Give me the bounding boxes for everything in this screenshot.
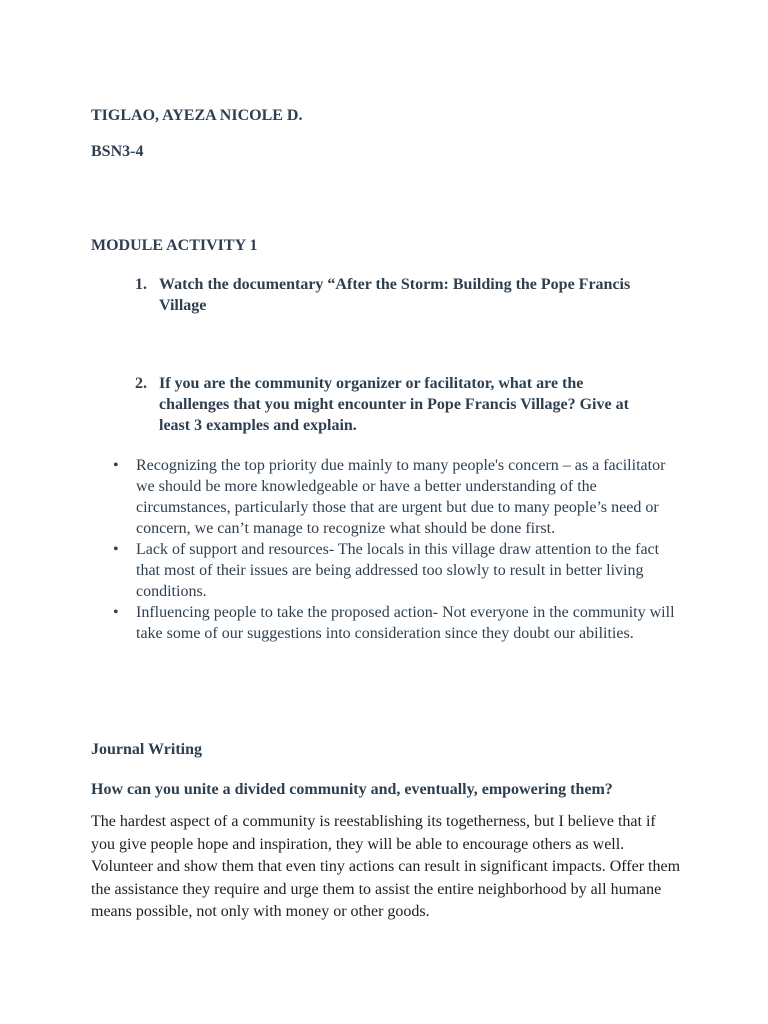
list-item — [113, 539, 683, 602]
list-item-text: Lack of support and resources- The locals in this village draw attention to the fact that most of their issues are being addressed too slowly to result in better living conditions. — [136, 541, 660, 600]
list-item — [113, 455, 683, 539]
numbered-item-text: If you are the community organizer or facilitator, what are the challenges that you might encounter in Pope Francis Village? Give at least 3 examples and explain. — [159, 375, 629, 434]
student-section: BSN3-4 — [91, 143, 144, 160]
numbered-item-number: 1. — [135, 276, 147, 293]
journal-question: How can you unite a divided community and, eventually, empowering them? — [91, 781, 613, 798]
module-title: MODULE ACTIVITY 1 — [91, 237, 258, 254]
journal-answer: The hardest aspect of a community is reestablishing its togetherness, but I believe that if you give people hope and inspiration, they will be able to encourage others as well. Volunteer and show them that even tiny actions can result in significant impacts. Offer them the assistance they require and urge them to assist the entire neighborhood by all humane means possible, not only with money or other goods. — [91, 813, 681, 920]
numbered-item-text: Watch the documentary “After the Storm: Building the Pope Francis Village — [159, 276, 631, 314]
numbered-item-2 — [135, 373, 655, 436]
bullet-icon: • — [113, 604, 119, 621]
journal-title: Journal Writing — [91, 741, 202, 758]
student-name: TIGLAO, AYEZA NICOLE D. — [91, 107, 303, 124]
numbered-item-number: 2. — [135, 375, 147, 392]
list-item-text: Influencing people to take the proposed action- Not everyone in the community will take some of our suggestions into consideration since they doubt our abilities. — [136, 604, 675, 642]
bullet-icon: • — [113, 457, 119, 474]
numbered-item-1 — [135, 274, 655, 316]
list-item-text: Recognizing the top priority due mainly to many people's concern – as a facilitator we should be more knowledgeable or have a better understanding of the circumstances, particularly those that are urgent but due to many people’s need or concern, we can’t manage to recognize what should be done first. — [136, 457, 666, 537]
list-item — [113, 602, 683, 644]
bullet-icon: • — [113, 541, 119, 558]
challenges-list — [113, 455, 683, 644]
